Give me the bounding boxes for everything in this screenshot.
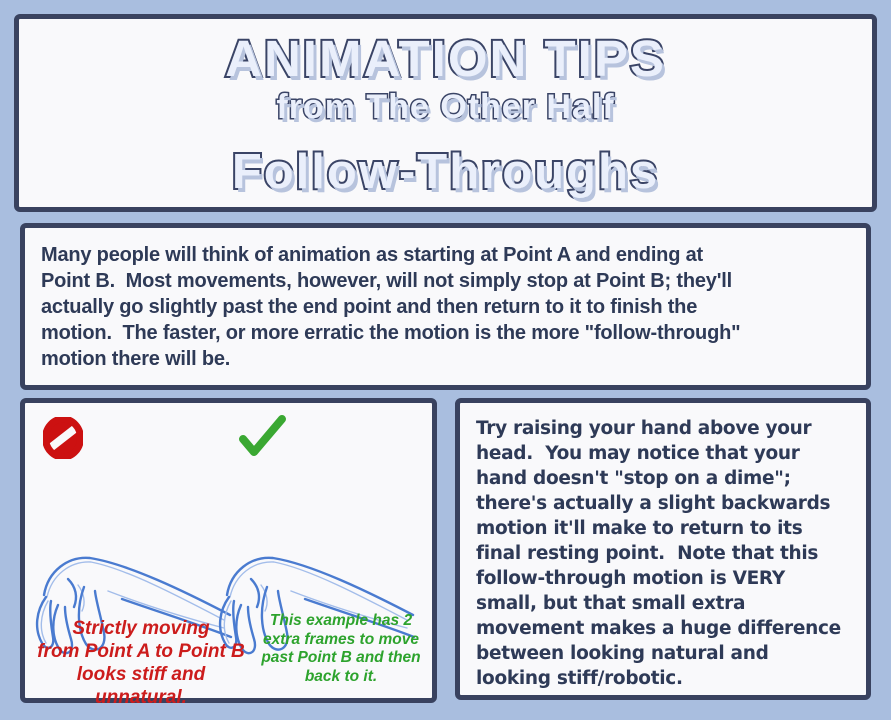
- page-subtitle: from The Other Half: [276, 88, 615, 126]
- right-example-caption: This example has 2 extra frames to move past Point B and then back to it.: [261, 612, 421, 685]
- no-symbol-icon: [43, 417, 83, 459]
- example-panel: [20, 398, 437, 708]
- topic-title: Follow-Throughs: [231, 145, 660, 199]
- header-panel: [14, 14, 877, 212]
- wrong-example-caption: Strictly moving from Point A to Point B looks stiff and unnatural.: [37, 618, 245, 708]
- page-title: ANIMATION TIPS: [225, 30, 666, 87]
- tip-panel: [455, 398, 871, 700]
- checkmark-icon: [237, 415, 289, 459]
- intro-panel: [20, 223, 871, 390]
- tip-paragraph: Try raising your hand above your head. You may notice that your hand doesn't "stop on a dime"; there's actually a slight backwards motion it'll make to return to its final resting point. Note that this follow-through motion is VERY small, but that small extra movement makes a huge difference between looking natural and looking stiff/robotic.: [476, 418, 841, 689]
- intro-paragraph: Many people will think of animation as starting at Point A and ending at Point B. Most movements, however, will not simply stop at Point B; they'll actually go slightly past the end point and then return to it to finish the motion. The faster, or more erratic the motion is the more "follow-through" motion there will be.: [41, 244, 741, 370]
